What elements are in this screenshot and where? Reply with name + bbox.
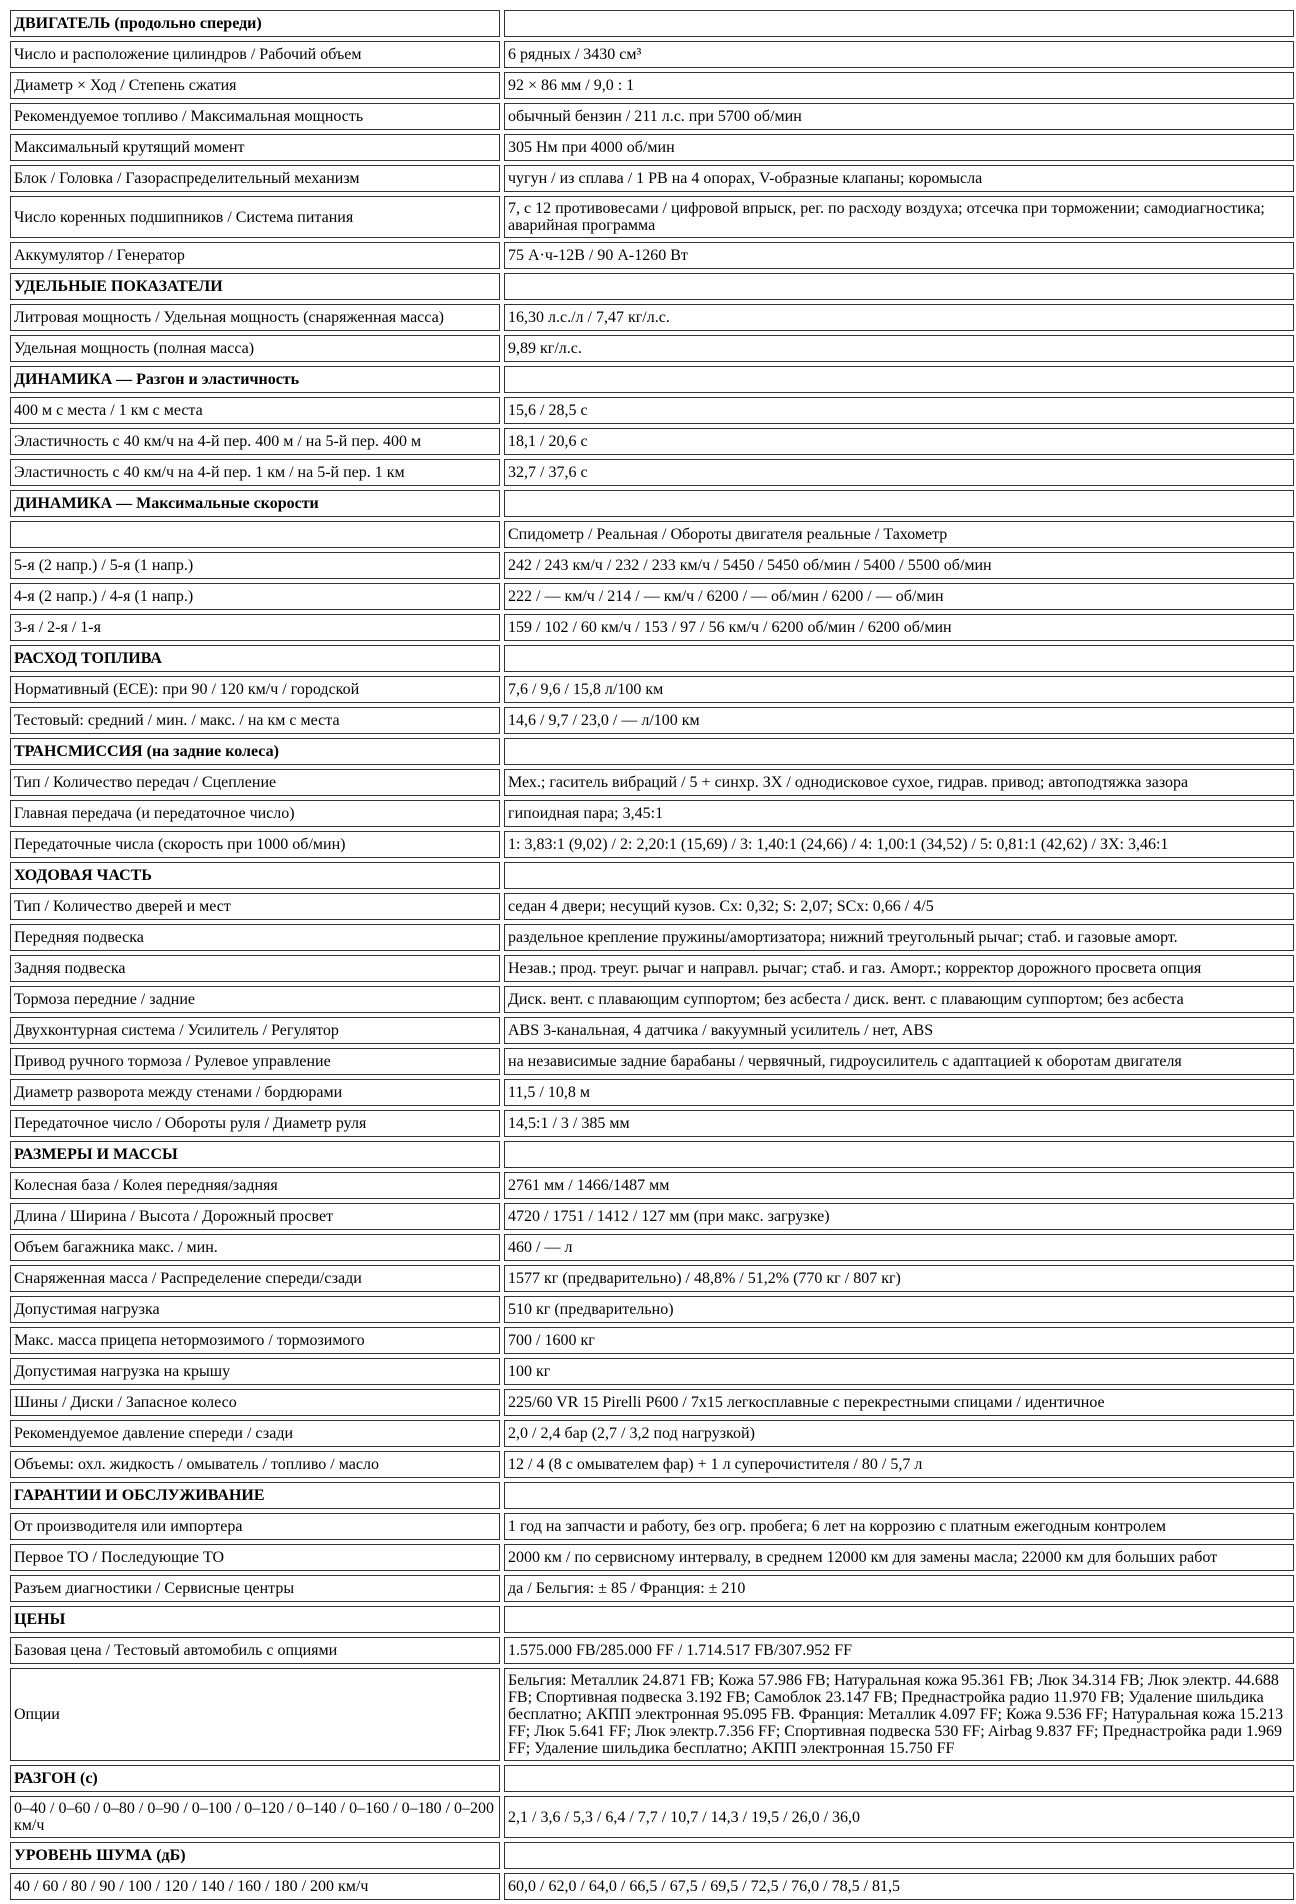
spec-row (10, 1796, 1294, 1838)
section-title: ЦЕНЫ (10, 1606, 500, 1633)
section-header-row (10, 1765, 1294, 1792)
section-title: ДИНАМИКА — Максимальные скорости (10, 490, 500, 517)
spec-label: 3-я / 2-я / 1-я (10, 614, 500, 641)
spec-value (504, 366, 1294, 393)
spec-row (10, 459, 1294, 486)
spec-row (10, 521, 1294, 548)
spec-label: Тип / Количество передач / Сцепление (10, 769, 500, 796)
spec-label: Диаметр разворота между стенами / бордюрами (10, 1079, 500, 1106)
spec-value: 222 / — км/ч / 214 / — км/ч / 6200 / — об/мин / 6200 / — об/мин (504, 583, 1294, 610)
spec-row (10, 614, 1294, 641)
spec-label (10, 521, 500, 548)
section-header-row (10, 862, 1294, 889)
spec-value (504, 1842, 1294, 1869)
spec-value: 460 / — л (504, 1234, 1294, 1261)
spec-row (10, 72, 1294, 99)
spec-value: 1: 3,83:1 (9,02) / 2: 2,20:1 (15,69) / 3: 1,40:1 (24,66) / 4: 1,00:1 (34,52) / 5: 0,81:1 (42,62) / ЗХ: 3,46:1 (504, 831, 1294, 858)
spec-value: 9,89 кг/л.с. (504, 335, 1294, 362)
spec-value (504, 10, 1294, 37)
spec-label: Макс. масса прицепа нетормозимого / тормозимого (10, 1327, 500, 1354)
spec-value: 305 Нм при 4000 об/мин (504, 134, 1294, 161)
spec-value: Мех.; гаситель вибраций / 5 + синхр. ЗХ / однодисковое сухое, гидрав. привод; автоподтяжка зазора (504, 769, 1294, 796)
spec-value: Диск. вент. с плавающим суппортом; без асбеста / диск. вент. с плавающим суппортом; без асбеста (504, 986, 1294, 1013)
spec-row (10, 1079, 1294, 1106)
spec-value: 6 рядных / 3430 см³ (504, 41, 1294, 68)
spec-row (10, 1358, 1294, 1385)
section-title: ДВИГАТЕЛЬ (продольно спереди) (10, 10, 500, 37)
spec-value: 1577 кг (предварительно) / 48,8% / 51,2% (770 кг / 807 кг) (504, 1265, 1294, 1292)
section-header-row (10, 10, 1294, 37)
spec-row (10, 707, 1294, 734)
spec-row (10, 196, 1294, 238)
spec-value: 1 год на запчасти и работу, без огр. пробега; 6 лет на коррозию с платным ежегодным контролем (504, 1513, 1294, 1540)
spec-row (10, 1513, 1294, 1540)
spec-value: 15,6 / 28,5 с (504, 397, 1294, 424)
spec-value: 75 А·ч-12В / 90 А-1260 Вт (504, 242, 1294, 269)
spec-row (10, 893, 1294, 920)
spec-row (10, 242, 1294, 269)
section-header-row (10, 1141, 1294, 1168)
spec-row (10, 304, 1294, 331)
section-header-row (10, 490, 1294, 517)
section-title: РАЗГОН (с) (10, 1765, 500, 1792)
spec-label: Максимальный крутящий момент (10, 134, 500, 161)
section-title: ТРАНСМИССИЯ (на задние колеса) (10, 738, 500, 765)
spec-row (10, 1327, 1294, 1354)
spec-label: Передняя подвеска (10, 924, 500, 951)
section-header-row (10, 366, 1294, 393)
spec-value (504, 645, 1294, 672)
spec-label: Передаточные числа (скорость при 1000 об/мин) (10, 831, 500, 858)
spec-row (10, 1420, 1294, 1447)
spec-value: 18,1 / 20,6 с (504, 428, 1294, 455)
spec-value: седан 4 двери; несущий кузов. Cx: 0,32; S: 2,07; SCx: 0,66 / 4/5 (504, 893, 1294, 920)
spec-label: Первое ТО / Последующие ТО (10, 1544, 500, 1571)
spec-value: 12 / 4 (8 с омывателем фар) + 1 л суперочистителя / 80 / 5,7 л (504, 1451, 1294, 1478)
spec-row (10, 165, 1294, 192)
spec-label: 40 / 60 / 80 / 90 / 100 / 120 / 140 / 160 / 180 / 200 км/ч (10, 1873, 500, 1900)
spec-row (10, 1451, 1294, 1478)
spec-value: чугун / из сплава / 1 РВ на 4 опорах, V-образные клапаны; коромысла (504, 165, 1294, 192)
spec-label: Диаметр × Ход / Степень сжатия (10, 72, 500, 99)
spec-value: 14,5:1 / 3 / 385 мм (504, 1110, 1294, 1137)
section-title: УДЕЛЬНЫЕ ПОКАЗАТЕЛИ (10, 273, 500, 300)
spec-value: 510 кг (предварительно) (504, 1296, 1294, 1323)
spec-label: Базовая цена / Тестовый автомобиль с опциями (10, 1637, 500, 1664)
spec-value: Незав.; прод. треуг. рычаг и направл. рычаг; стаб. и газ. Аморт.; корректор дорожного просвета опция (504, 955, 1294, 982)
section-title: РАЗМЕРЫ И МАССЫ (10, 1141, 500, 1168)
spec-label: Нормативный (ЕСЕ): при 90 / 120 км/ч / городской (10, 676, 500, 703)
spec-value: 2761 мм / 1466/1487 мм (504, 1172, 1294, 1199)
spec-row (10, 1048, 1294, 1075)
spec-value (504, 490, 1294, 517)
spec-label: Тестовый: средний / мин. / макс. / на км с места (10, 707, 500, 734)
spec-value: раздельное крепление пружины/амортизатора; нижний треугольный рычаг; стаб. и газовые аморт. (504, 924, 1294, 951)
spec-row (10, 552, 1294, 579)
spec-label: Опции (10, 1668, 500, 1761)
spec-label: Колесная база / Колея передняя/задняя (10, 1172, 500, 1199)
spec-value: да / Бельгия: ± 85 / Франция: ± 210 (504, 1575, 1294, 1602)
section-title: ХОДОВАЯ ЧАСТЬ (10, 862, 500, 889)
spec-value (504, 273, 1294, 300)
spec-row (10, 1389, 1294, 1416)
spec-value: 2,0 / 2,4 бар (2,7 / 3,2 под нагрузкой) (504, 1420, 1294, 1447)
spec-label: Снаряженная масса / Распределение спереди/сзади (10, 1265, 500, 1292)
spec-value: 60,0 / 62,0 / 64,0 / 66,5 / 67,5 / 69,5 / 72,5 / 76,0 / 78,5 / 81,5 (504, 1873, 1294, 1900)
spec-value: Бельгия: Металлик 24.871 FB; Кожа 57.986 FB; Натуральная кожа 95.361 FB; Люк 34.314 FB; Люк электр. 44.688 FB; Спортивная подвеска 3.192 FB; Самоблок 23.147 FB; Преднастройка радио 11.970 FB; Удаление шильдика бесплатно; АКПП электронная 95.095 FB. Франция: Металлик 4.097 FF; Кожа 9.536 FF; Натуральная кожа 15.213 FF; Люк 5.641 FF; Люк электр.7.356 FF; Спортивная подвеска 530 FF; Airbag 9.837 FF; Преднастройка ради 1.969 FF; Удаление шильдика бесплатно; АКПП электронная 15.750 FF (504, 1668, 1294, 1761)
spec-row (10, 1265, 1294, 1292)
spec-label: 4-я (2 напр.) / 4-я (1 напр.) (10, 583, 500, 610)
spec-row (10, 1203, 1294, 1230)
spec-row (10, 800, 1294, 827)
spec-value: 7,6 / 9,6 / 15,8 л/100 км (504, 676, 1294, 703)
spec-label: 5-я (2 напр.) / 5-я (1 напр.) (10, 552, 500, 579)
spec-value: 225/60 VR 15 Pirelli P600 / 7x15 легкосплавные с перекрестными спицами / идентичное (504, 1389, 1294, 1416)
spec-table (6, 6, 1296, 1904)
spec-table-body (10, 10, 1294, 1900)
spec-label: Блок / Головка / Газораспределительный механизм (10, 165, 500, 192)
spec-label: Объем багажника макс. / мин. (10, 1234, 500, 1261)
spec-value (504, 738, 1294, 765)
spec-label: Привод ручного тормоза / Рулевое управление (10, 1048, 500, 1075)
spec-value: 159 / 102 / 60 км/ч / 153 / 97 / 56 км/ч / 6200 об/мин / 6200 об/мин (504, 614, 1294, 641)
spec-value: 32,7 / 37,6 с (504, 459, 1294, 486)
section-title: УРОВЕНЬ ШУМА (дБ) (10, 1842, 500, 1869)
spec-label: Тормоза передние / задние (10, 986, 500, 1013)
spec-label: Эластичность с 40 км/ч на 4-й пер. 1 км / на 5-й пер. 1 км (10, 459, 500, 486)
section-header-row (10, 738, 1294, 765)
spec-row (10, 1172, 1294, 1199)
spec-row (10, 583, 1294, 610)
spec-value (504, 1765, 1294, 1792)
spec-label: Двухконтурная система / Усилитель / Регулятор (10, 1017, 500, 1044)
section-title: РАСХОД ТОПЛИВА (10, 645, 500, 672)
section-header-row (10, 1842, 1294, 1869)
spec-label: 400 м с места / 1 км с места (10, 397, 500, 424)
spec-value: 7, с 12 противовесами / цифровой впрыск, рег. по расходу воздуха; отсечка при торможении; самодиагностика; аварийная программа (504, 196, 1294, 238)
spec-row (10, 1575, 1294, 1602)
spec-row (10, 1234, 1294, 1261)
spec-label: Эластичность с 40 км/ч на 4-й пер. 400 м / на 5-й пер. 400 м (10, 428, 500, 455)
spec-row (10, 1544, 1294, 1571)
spec-value: ABS 3-канальная, 4 датчика / вакуумный усилитель / нет, ABS (504, 1017, 1294, 1044)
spec-value: обычный бензин / 211 л.с. при 5700 об/мин (504, 103, 1294, 130)
section-title: ГАРАНТИИ И ОБСЛУЖИВАНИЕ (10, 1482, 500, 1509)
spec-label: Разъем диагностики / Сервисные центры (10, 1575, 500, 1602)
spec-label: Аккумулятор / Генератор (10, 242, 500, 269)
spec-label: От производителя или импортера (10, 1513, 500, 1540)
spec-label: Число коренных подшипников / Система питания (10, 196, 500, 238)
spec-row (10, 1110, 1294, 1137)
spec-value: Спидометр / Реальная / Обороты двигателя реальные / Тахометр (504, 521, 1294, 548)
spec-label: Задняя подвеска (10, 955, 500, 982)
spec-row (10, 1873, 1294, 1900)
spec-value (504, 1606, 1294, 1633)
spec-row (10, 676, 1294, 703)
spec-value: 16,30 л.с./л / 7,47 кг/л.с. (504, 304, 1294, 331)
spec-value: 92 × 86 мм / 9,0 : 1 (504, 72, 1294, 99)
spec-value: на независимые задние барабаны / червячный, гидроусилитель с адаптацией к оборотам двигателя (504, 1048, 1294, 1075)
section-header-row (10, 273, 1294, 300)
spec-label: Допустимая нагрузка (10, 1296, 500, 1323)
spec-row (10, 769, 1294, 796)
spec-row (10, 428, 1294, 455)
spec-value: 1.575.000 FB/285.000 FF / 1.714.517 FB/307.952 FF (504, 1637, 1294, 1664)
spec-value: гипоидная пара; 3,45:1 (504, 800, 1294, 827)
spec-value: 2000 км / по сервисному интервалу, в среднем 12000 км для замены масла; 22000 км для больших работ (504, 1544, 1294, 1571)
section-header-row (10, 645, 1294, 672)
section-title: ДИНАМИКА — Разгон и эластичность (10, 366, 500, 393)
spec-value: 700 / 1600 кг (504, 1327, 1294, 1354)
spec-label: Литровая мощность / Удельная мощность (снаряженная масса) (10, 304, 500, 331)
section-header-row (10, 1606, 1294, 1633)
spec-label: Объемы: охл. жидкость / омыватель / топливо / масло (10, 1451, 500, 1478)
spec-value: 2,1 / 3,6 / 5,3 / 6,4 / 7,7 / 10,7 / 14,3 / 19,5 / 26,0 / 36,0 (504, 1796, 1294, 1838)
spec-row (10, 397, 1294, 424)
spec-label: Тип / Количество дверей и мест (10, 893, 500, 920)
spec-label: Число и расположение цилиндров / Рабочий объем (10, 41, 500, 68)
spec-row (10, 955, 1294, 982)
spec-row (10, 1017, 1294, 1044)
spec-label: Удельная мощность (полная масса) (10, 335, 500, 362)
spec-label: 0–40 / 0–60 / 0–80 / 0–90 / 0–100 / 0–120 / 0–140 / 0–160 / 0–180 / 0–200 км/ч (10, 1796, 500, 1838)
spec-value: 100 кг (504, 1358, 1294, 1385)
spec-label: Рекомендуемое топливо / Максимальная мощность (10, 103, 500, 130)
spec-value: 242 / 243 км/ч / 232 / 233 км/ч / 5450 / 5450 об/мин / 5400 / 5500 об/мин (504, 552, 1294, 579)
spec-value (504, 1482, 1294, 1509)
spec-row (10, 1668, 1294, 1761)
spec-label: Рекомендуемое давление спереди / сзади (10, 1420, 500, 1447)
spec-row (10, 1296, 1294, 1323)
spec-label: Главная передача (и передаточное число) (10, 800, 500, 827)
spec-label: Допустимая нагрузка на крышу (10, 1358, 500, 1385)
spec-value (504, 1141, 1294, 1168)
spec-label: Шины / Диски / Запасное колесо (10, 1389, 500, 1416)
spec-value (504, 862, 1294, 889)
spec-row (10, 1637, 1294, 1664)
spec-label: Передаточное число / Обороты руля / Диаметр руля (10, 1110, 500, 1137)
spec-value: 11,5 / 10,8 м (504, 1079, 1294, 1106)
spec-value: 14,6 / 9,7 / 23,0 / — л/100 км (504, 707, 1294, 734)
spec-row (10, 134, 1294, 161)
spec-row (10, 103, 1294, 130)
spec-row (10, 335, 1294, 362)
spec-row (10, 924, 1294, 951)
section-header-row (10, 1482, 1294, 1509)
spec-row (10, 831, 1294, 858)
spec-label: Длина / Ширина / Высота / Дорожный просвет (10, 1203, 500, 1230)
spec-row (10, 41, 1294, 68)
spec-row (10, 986, 1294, 1013)
spec-value: 4720 / 1751 / 1412 / 127 мм (при макс. загрузке) (504, 1203, 1294, 1230)
